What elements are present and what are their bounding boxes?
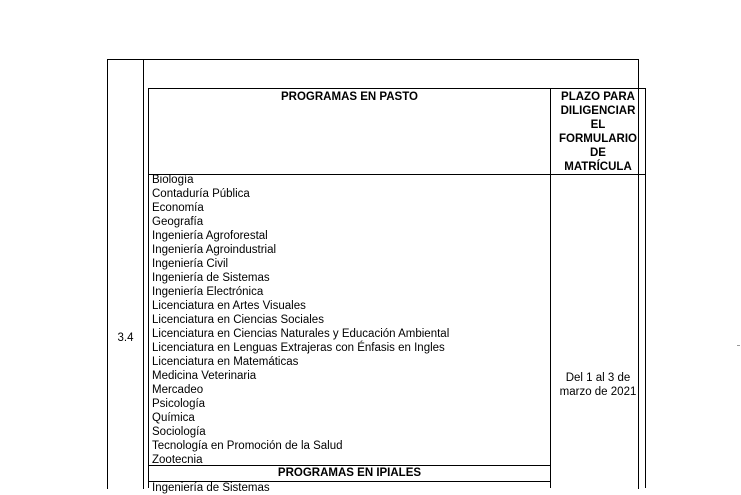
header-deadline-line: MATRÍCULA bbox=[564, 161, 632, 173]
program-item: Medicina Veterinaria bbox=[152, 370, 257, 382]
program-item: Biología bbox=[152, 174, 194, 186]
inner-table-right-border bbox=[645, 88, 646, 488]
outer-table-top-border bbox=[107, 59, 639, 60]
program-item: Ingeniería Electrónica bbox=[152, 286, 264, 298]
header-deadline-line: EL bbox=[590, 119, 606, 131]
program-item: Tecnología en Promoción de la Salud bbox=[152, 440, 343, 452]
program-item: Química bbox=[152, 412, 195, 424]
program-item: Licenciatura en Matemáticas bbox=[152, 356, 299, 368]
program-item: Ingeniería Civil bbox=[152, 258, 229, 270]
deadline-line: Del 1 al 3 de bbox=[565, 372, 631, 384]
inner-table-left-border bbox=[148, 88, 149, 488]
program-item: Zootecnia bbox=[152, 454, 203, 466]
program-item-ipiales: Ingeniería de Sistemas bbox=[152, 482, 270, 494]
header-deadline-line: FORMULARIO bbox=[559, 133, 637, 145]
header-deadline-line: PLAZO PARA bbox=[561, 91, 635, 103]
margin-mark bbox=[737, 345, 740, 346]
program-item: Economía bbox=[152, 202, 204, 214]
outer-table-left-border bbox=[107, 59, 108, 489]
programs-pasto-list bbox=[152, 173, 449, 467]
program-item: Psicología bbox=[152, 398, 206, 410]
program-item: Geografía bbox=[152, 216, 204, 228]
program-item: Contaduría Pública bbox=[152, 188, 250, 200]
outer-table-column-divider bbox=[143, 59, 144, 489]
program-item: Licenciatura en Lenguas Extrajeras con Énfasis en Ingles bbox=[152, 342, 445, 354]
program-item: Ingeniería de Sistemas bbox=[152, 272, 270, 284]
header-programs-pasto: PROGRAMAS EN PASTO bbox=[281, 91, 418, 103]
deadline-line: marzo de 2021 bbox=[559, 386, 637, 398]
program-item: Sociología bbox=[152, 426, 206, 438]
row-number: 3.4 bbox=[117, 332, 134, 344]
deadline-value bbox=[551, 371, 645, 399]
header-deadline-line: DE bbox=[590, 147, 606, 159]
header-deadline bbox=[551, 90, 645, 174]
header-programs-ipiales: PROGRAMAS EN IPIALES bbox=[277, 467, 422, 479]
program-item: Licenciatura en Ciencias Naturales y Educación Ambiental bbox=[152, 328, 450, 340]
program-item: Ingeniería Agroindustrial bbox=[152, 244, 277, 256]
program-item: Ingeniería Agroforestal bbox=[152, 230, 268, 242]
program-item: Mercadeo bbox=[152, 384, 204, 396]
header-deadline-line: DILIGENCIAR bbox=[560, 105, 636, 117]
program-item: Licenciatura en Ciencias Sociales bbox=[152, 314, 324, 326]
inner-table-top-border bbox=[148, 88, 645, 89]
program-item: Licenciatura en Artes Visuales bbox=[152, 300, 306, 312]
